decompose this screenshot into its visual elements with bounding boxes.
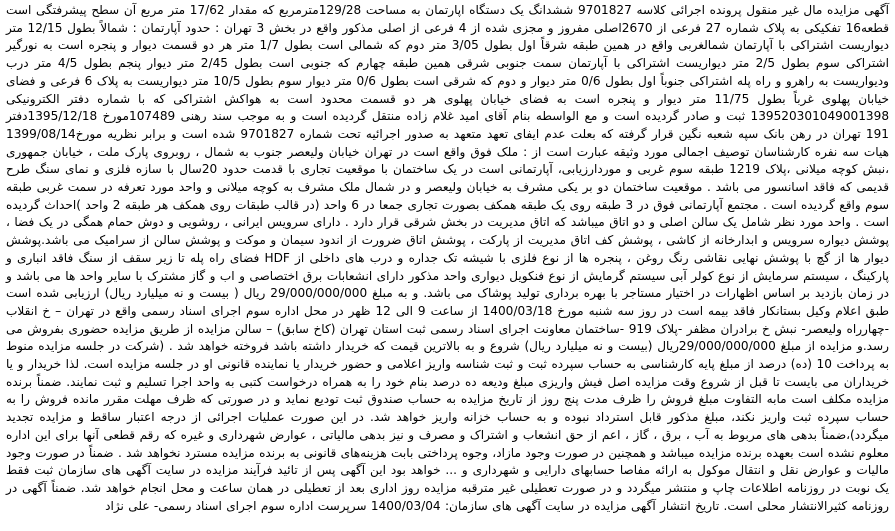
notice-paragraph: آگهی مزایده مال غیر منقول پرونده اجرائی کلاسه 9701827 ششدانگ یک دستگاه اپارتمان به مساحت 129/28مترمربع که مقدار 17/62 متر مربع آن سطح پیشرفتگی است قطعه16 تفکیکی به پلاک شماره 27 فرعی از 2670اصلی مفروز و مجزی شده از 4 فرعی از اصلی مذکور واقع در بخش 3 تهران : حدود آپارتمان : شمالاً بطول 12/15 متر دیواریست اشتراکی با آپارتمان شمالغربی واقع در همین طبقه شرقاً اول بطول 3/05 متر دوم که شمالی است بطول 1/7 متر هر دو قسمت دیوار و پنجره است به نورگیر اشتراکی سوم بطول 2/5 متر دیواریست اشتراکی با آپارتمان سمت جنوبی شرقی همین طبقه چهارم که جنوبی است بطول 2/45 متر دیوار پنجم بطول 4/5 متر درب ودیواریست به راهرو و راه پله اشتراکی جنوباً اول بطول 0/6 متر دیوار و دوم که شرقی است بطول 0/6 متر دیوار سوم بطول 10/5 متر دیواریست به پلاک 6 فرعی و فضای خیابان پهلوی غرباً بطول 11/75 متر دیوار و پنجره است به فضای خیابان پهلوی هر دو قسمت محدود است به هواکش اشتراکی که با شماره دفتر الکترونیکی 139520301049001398 ثبت و صادر گردیده است و مع الواسطه بنام آقای امید غلام زاده منتقل گردیده است و به موجب سند رهنی 107489مورخ 1395/12/18دفتر 191 تهران در رهن بانک سپه شعبه نگین قرار گرفته که بعلت عدم ایفای تعهد متعهد به صدور اجرائیه تحت شماره 9701827 شده است و برابر نظریه مورخ1399/08/14 هیات سه نفره کارشناسان توصیف اجمالی مورد وثیقه عبارت است از : ملک فوق واقع است در تهران خیابان ولیعصر جنوب به شمال ، روبروی پارک ملت ، خیابان جمهوری ،نبش کوچه میلانی ،پلاک 1219 طبقه سوم غربی و موردارزیابی، آپارتمانی است در یک ساختمان با موقعیت تجاری با قدمت حدود 20سال با سازه فلزی و نمای سنگ طرح قدیمی که فاقد اسانسور می باشد . موقعیت ساختمان دو بر یکی مشرف به خیابان ولیعصر و در شمال ملک مشرف به کوچه میلانی و واحد مورد تعرفه در سمت غربی طبقه سوم واقع گردیده است . مجتمع آپارتمانی فوق در 3 طبقه روی یک طبقه همکف بصورت تجاری جمعا در 6 واحد (در قالب طبقات روی همکف هر طبقه 2 واحد )احداث گردیده است . واحد مورد نظر شامل یک سالن اصلی و دو اتاق میباشد که اتاق مدیریت در بخش شرقی قرار دارد . دارای سرویس ایرانی ، روشویی و دوش حمام همگی در یک فضا ، پوشش دیواره سرویس و ابدارخانه از کاشی ، پوشش کف اتاق مدیریت از پارکت ، پوشش اتاق ضرورت از اندود سیمان و موکت و پوشش سالن از سرامیک می باشد.پوشش دیوار ها از گچ با پوشش نهایی نقاشی رنگ روغن ، پنجره ها از نوع فلزی با شیشه تک جداره و درب های داخلی از HDF فضای راه پله تا زیر سقف از سنگ فاقد انباری و پارکینگ ، سیستم سرمایش از نوع کولر آبی سیستم گرمایش از نوع فنکویل دیواری واحد مذکور دارای انشعابات برق اختصاصی و اب و گاز مشترک با سایر واحد ها می باشد و در زمان بازدید بر اساس اظهارات در اختیار مستاجر با بهره برداری تولید پوشاک می باشد. و به مبلغ 29/000/000/000 ریال ( بیست و نه میلیارد ریال) ارزیابی شده است طبق اعلام وکیل بستانکار فاقد بیمه است در روز سه شنبه مورخ 1400/03/18 از ساعت 9 الی 12 ظهر در محل اداره سوم اجرای اسناد رسمی واقع در تهران – خ انقلاب -چهارراه ولیعصر- نبش خ برادران مظفر -پلاک 919 -ساختمان معاونت اجرای اسناد رسمی ثبت استان تهران (کاخ سابق) – سالن مزایده از طریق مزایده حضوری بفروش می رسد.و مزایده از مبلغ 29/000/000/000ریال (بیست و نه میلیارد ریال) شروع و به بالاترین قیمت که خریدار داشته باشد فروخته خواهد شد . (شرکت در جلسه مزایده منوط به پرداخت 10 (ده) درصد از مبلغ پایه کارشناسی به حساب سپرده ثبت و ثبت شناسه واریز اعلامی و حضور خریدار یا نماینده قانونی او در جلسه مزایده است. لذا خریدار و یا خریداران می بایست تا قبل از شروع وقت مزایده اصل فیش واریزی مبلغ ودیعه ده درصد بنام خود را به همراه درخواست کتبی به واحد اجرا تسلیم و ثبت نمایند. ضمناً برنده مزایده مکلف است مابه التفاوت مبلغ فروش را ظرف مدت پنج روز از تاریخ مزایده به حساب صندوق ثبت تودیع نماید و در صورتی که ظرف مهلت مقرر مانده فروش را به حساب سپرده ثبت واریز نکند، مبلغ مذکور قابل استرداد نبوده و به حساب خزانه واریز خواهد شد. در این صورت عملیات اجرائی از درجه اعتبار ساقط و مزایده تجدید میگردد)،ضمناً بدهی های مربوط به آب ، برق ، گاز ، اعم از حق انشعاب و اشتراک و مصرف و نیز بدهی مالیاتی ، عوارض شهرداری و غیره که رقم قطعی آنها برای این اداره معلوم نشده است بعهده برنده مزایده میباشد و همچنین در صورت وجود مازاد، وجوه پرداختی بابت هزینه‌های قانونی به برنده مزایده مسترد نخواهد شد . ضمناً در صورت وجود مالیات و عوارض نقل و انتقال موکول به ارائه مفاصا حسابهای دارایی و شهرداری و ... خواهد بود این آگهی پس از تائید فرآیند مزایده در سایت آگهی های سازمان ثبت فقط یک نوبت در روزنامه اطلاعات چاپ و منتشر میگردد و در صورت تعطیلی غیر مترقبه مزایده روز اداری بعد از تعطیلی در همان ساعت و محل انجام خواهد شد. ضمناً آگهی در روزنامه کثیرالانتشار محلی است. تاریخ انتشار آگهی مزایده در سایت آگهی های سازمان: 1400/03/04 سرپرست اداره سوم اجرای اسناد رسمی- علی نژاد (6, 3, 890, 513)
